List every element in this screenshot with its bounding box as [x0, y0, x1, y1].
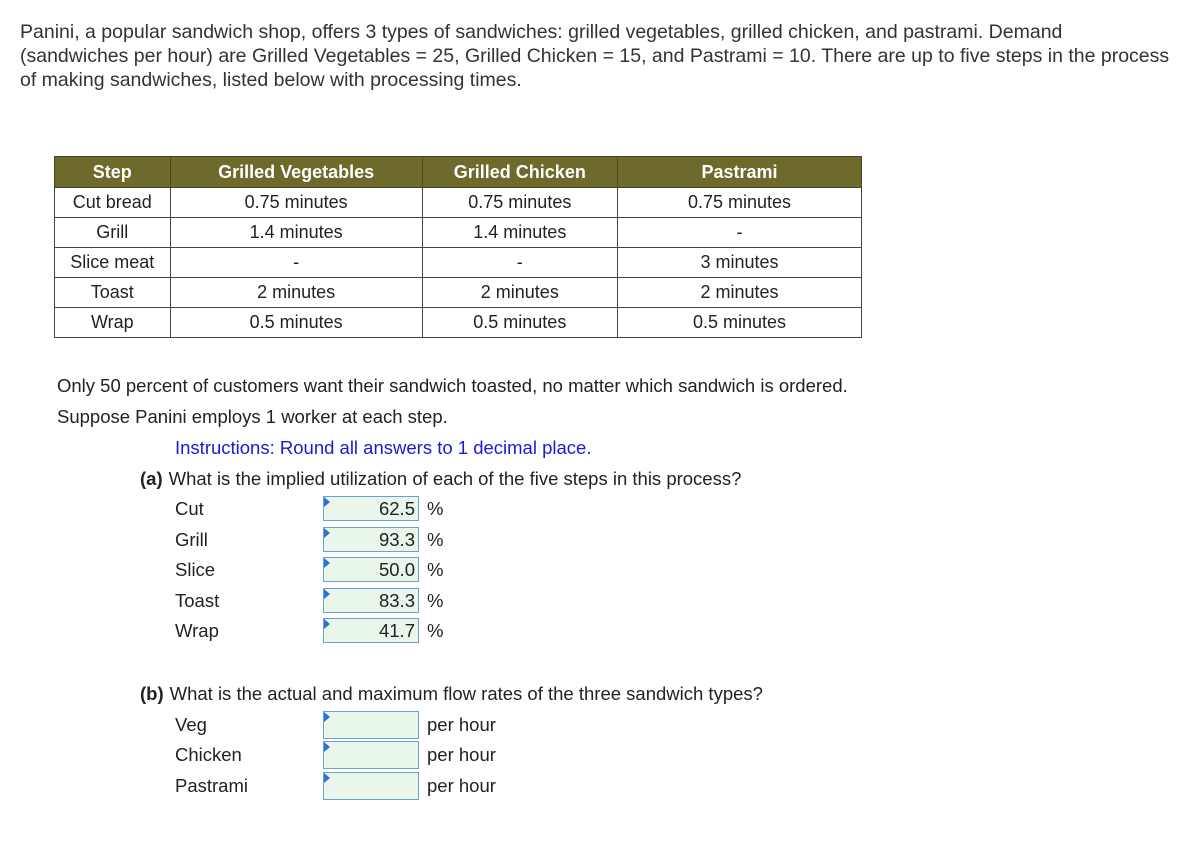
answer-flag-icon: [324, 742, 330, 752]
unit-per-hour: per hour: [427, 714, 496, 735]
table-cell: 3 minutes: [617, 248, 861, 278]
answer-flag-icon: [324, 712, 330, 722]
header-grilled-chicken: Grilled Chicken: [422, 157, 617, 188]
unit-percent: %: [427, 498, 444, 519]
answer-flag-icon: [324, 558, 330, 568]
flow-rate-veg-input[interactable]: [323, 711, 419, 739]
header-step: Step: [55, 157, 171, 188]
answer-label-wrap: Wrap: [175, 620, 219, 641]
table-cell: -: [422, 248, 617, 278]
table-cell: 0.75 minutes: [170, 188, 422, 218]
question-b-label: (b): [140, 683, 164, 704]
answer-flag-icon: [324, 497, 330, 507]
table-cell: -: [617, 218, 861, 248]
header-grilled-vegetables: Grilled Vegetables: [170, 157, 422, 188]
table-cell: Cut bread: [55, 188, 171, 218]
unit-percent: %: [427, 559, 444, 580]
table-cell: 0.5 minutes: [422, 308, 617, 338]
table-row: [55, 218, 862, 248]
utilization-wrap-input[interactable]: 41.7: [323, 618, 419, 643]
utilization-cut-input[interactable]: 62.5: [323, 496, 419, 521]
question-a-text: What is the implied utilization of each of the five steps in this process?: [168, 468, 742, 489]
answer-label-toast: Toast: [175, 590, 220, 611]
table-cell: 2 minutes: [617, 278, 861, 308]
header-pastrami: Pastrami: [617, 157, 861, 188]
toast-percentage-note: Only 50 percent of customers want their sandwich toasted, no matter which sandwich is ordered.: [57, 375, 848, 396]
answer-flag-icon: [324, 619, 330, 629]
flow-rate-chicken-input[interactable]: [323, 741, 419, 769]
problem-intro: Panini, a popular sandwich shop, offers 3 types of sandwiches: grilled vegetables, grilled chicken, and pastrami. Demand (sandwiches per hour) are Grilled Vegetables = 25, Grilled Chicken = 15, and Pastrami = 10. There are up to five steps in the process of making sandwiches, listed below with processing times.: [20, 21, 1170, 91]
table-cell: 1.4 minutes: [422, 218, 617, 248]
flow-rate-pastrami-input[interactable]: [323, 772, 419, 800]
unit-per-hour: per hour: [427, 744, 496, 765]
utilization-grill-input[interactable]: 93.3: [323, 527, 419, 552]
table-cell: 0.75 minutes: [422, 188, 617, 218]
answer-label-cut: Cut: [175, 498, 204, 519]
table-cell: 1.4 minutes: [170, 218, 422, 248]
table-cell: Toast: [55, 278, 171, 308]
table-cell: 2 minutes: [422, 278, 617, 308]
processing-times-table: [54, 156, 862, 338]
table-row: [55, 278, 862, 308]
question-b-text: What is the actual and maximum flow rates of the three sandwich types?: [169, 683, 763, 704]
table-cell: 0.75 minutes: [617, 188, 861, 218]
question-a-label: (a): [140, 468, 163, 489]
answer-label-grill: Grill: [175, 529, 208, 550]
table-cell: Grill: [55, 218, 171, 248]
staffing-assumption: Suppose Panini employs 1 worker at each step.: [57, 406, 448, 427]
answer-label-chicken: Chicken: [175, 744, 242, 765]
answer-label-slice: Slice: [175, 559, 216, 580]
table-cell: 2 minutes: [170, 278, 422, 308]
question-a: [140, 468, 741, 490]
utilization-slice-input[interactable]: 50.0: [323, 557, 419, 582]
answer-flag-icon: [324, 528, 330, 538]
unit-percent: %: [427, 529, 444, 550]
answer-label-pastrami: Pastrami: [175, 775, 248, 796]
answer-label-veg: Veg: [175, 714, 207, 735]
unit-percent: %: [427, 590, 444, 611]
answer-flag-icon: [324, 589, 330, 599]
table-row: [55, 248, 862, 278]
table-header-row: [55, 157, 862, 188]
answer-flag-icon: [324, 773, 330, 783]
table-cell: Wrap: [55, 308, 171, 338]
table-cell: 0.5 minutes: [617, 308, 861, 338]
question-b: [140, 683, 763, 705]
unit-percent: %: [427, 620, 444, 641]
table-row: [55, 308, 862, 338]
utilization-toast-input[interactable]: 83.3: [323, 588, 419, 613]
table-cell: Slice meat: [55, 248, 171, 278]
table-cell: -: [170, 248, 422, 278]
instructions-note: Instructions: Round all answers to 1 decimal place.: [175, 437, 592, 458]
table-cell: 0.5 minutes: [170, 308, 422, 338]
table-row: [55, 188, 862, 218]
unit-per-hour: per hour: [427, 775, 496, 796]
